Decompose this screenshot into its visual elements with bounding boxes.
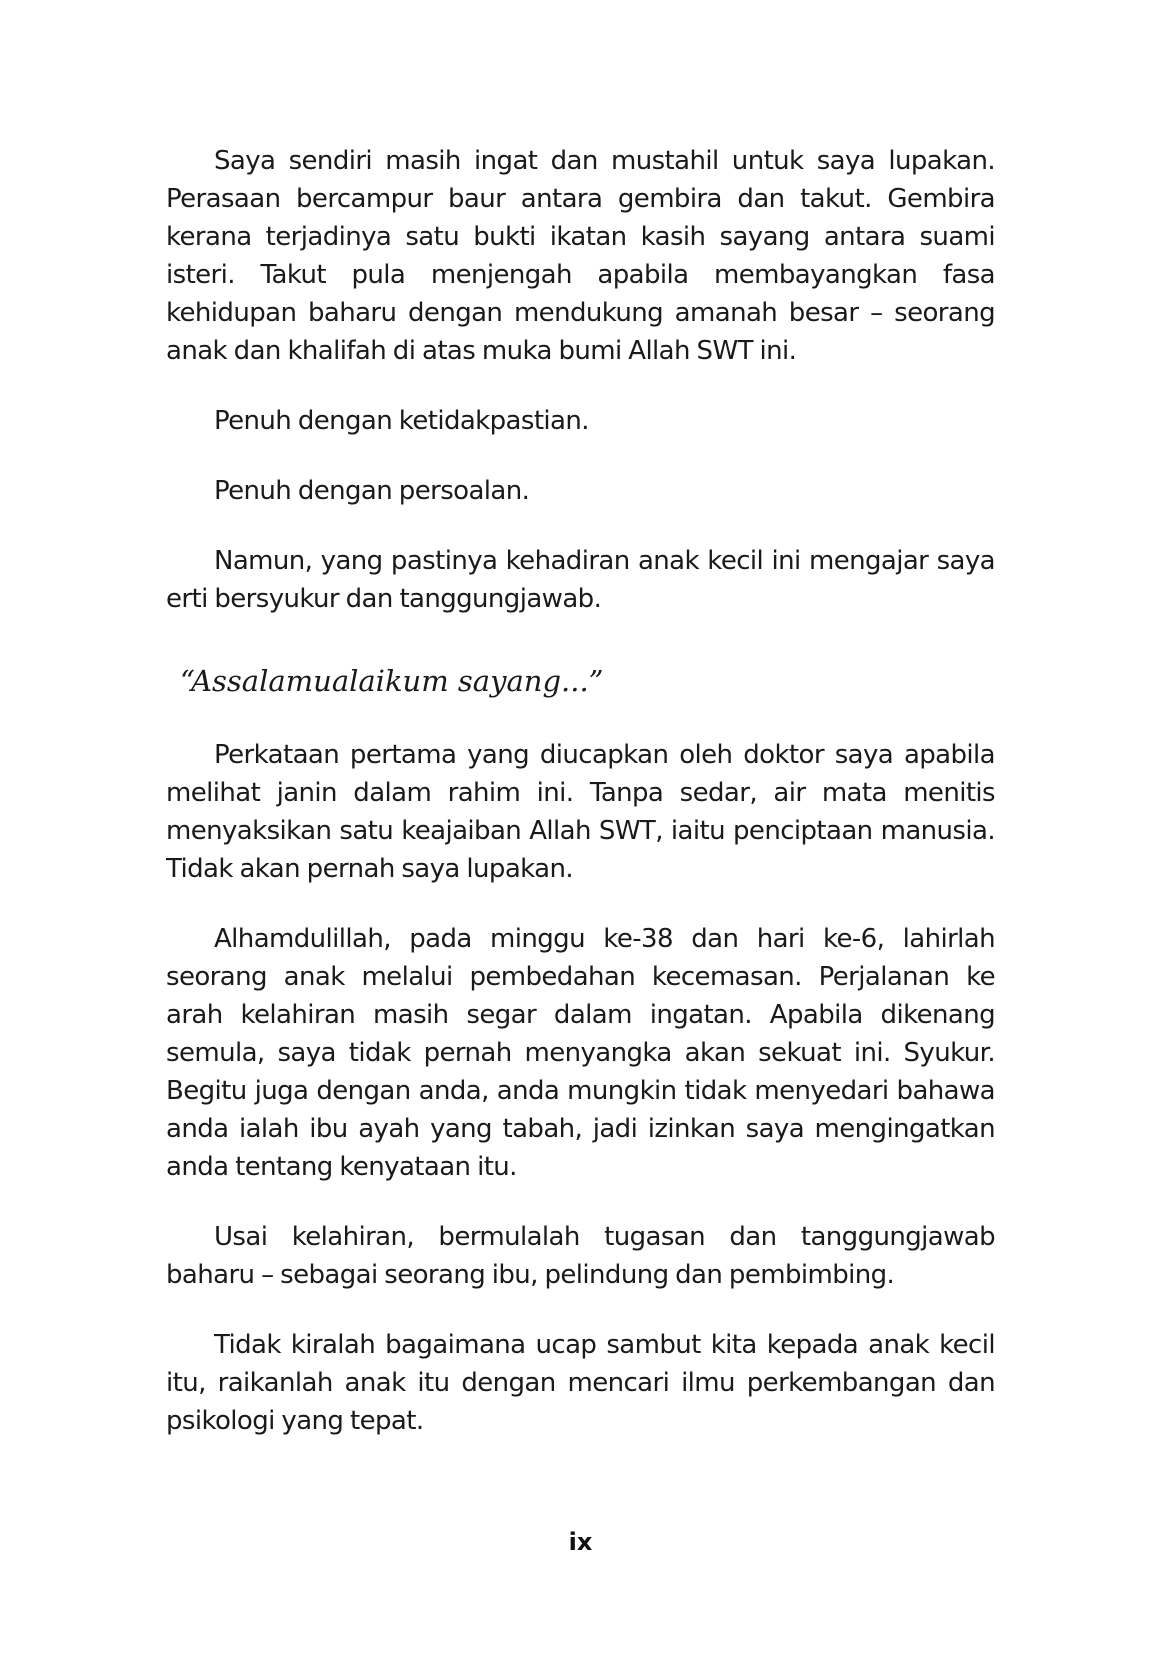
paragraph: Perkataan pertama yang diucapkan oleh doktor saya apabila melihat janin dalam rahim ini. Tanpa sedar, air mata menitis menyaksikan satu keajaiban Allah SWT, iaitu penciptaan manusia. Tidak akan pernah saya lupakan. bbox=[166, 740, 995, 884]
page-number: ix bbox=[568, 1528, 593, 1556]
paragraph: Tidak kiralah bagaimana ucap sambut kita kepada anak kecil itu, raikanlah anak itu dengan mencari ilmu perkembangan dan psikologi yang tepat. bbox=[166, 1330, 995, 1436]
paragraph: Usai kelahiran, bermulalah tugasan dan tanggungjawab baharu – sebagai seorang ibu, pelindung dan pembimbing. bbox=[166, 1222, 995, 1290]
paragraph: Penuh dengan persoalan. bbox=[214, 476, 530, 506]
paragraph: Penuh dengan ketidakpastian. bbox=[214, 406, 589, 436]
page-body bbox=[166, 142, 995, 1472]
paragraph: Alhamdulillah, pada minggu ke-38 dan hari ke-6, lahirlah seorang anak melalui pembedahan kecemasan. Perjalanan ke arah kelahiran masih segar dalam ingatan. Apabila dikenang semula, saya tidak pernah menyangka akan sekuat ini. Syukur. Begitu juga dengan anda, anda mungkin tidak menyedari bahawa anda ialah ibu ayah yang tabah, jadi izinkan saya mengingatkan anda tentang kenyataan itu. bbox=[166, 924, 995, 1182]
italic-quote: “Assalamualaikum sayang...” bbox=[180, 664, 604, 698]
paragraph: Saya sendiri masih ingat dan mustahil untuk saya lupakan. Perasaan bercampur baur antara gembira dan takut. Gembira kerana terjadinya satu bukti ikatan kasih sayang antara suami isteri. Takut pula menjengah apabila membayangkan fasa kehidupan baharu dengan mendukung amanah besar – seorang anak dan khalifah di atas muka bumi Allah SWT ini. bbox=[166, 146, 995, 366]
paragraph: Namun, yang pastinya kehadiran anak kecil ini mengajar saya erti bersyukur dan tanggungjawab. bbox=[166, 546, 995, 614]
